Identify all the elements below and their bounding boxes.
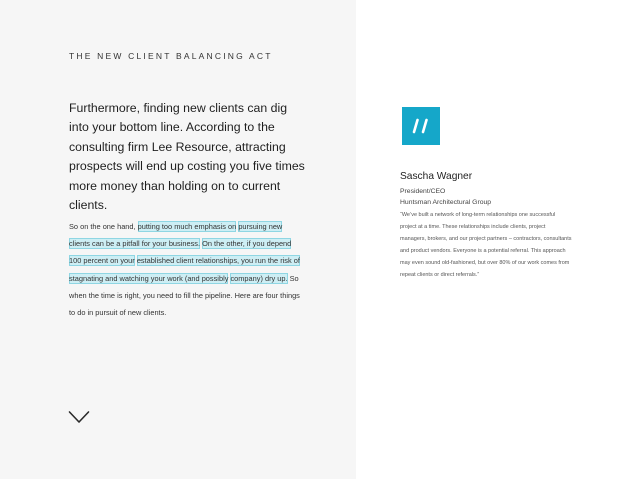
lead-paragraph: Furthermore, finding new clients can dig into your bottom line. According to the consulting firm Lee Resource, attracting prospects will end up costing you five times more money than holding on to current clients. — [69, 101, 305, 213]
company-name: Huntsman Architectural Group — [400, 198, 492, 206]
highlighted-text: On the other, if you depend 100 percent on your — [69, 239, 292, 266]
job-title: President/CEO — [400, 188, 446, 195]
highlighted-text: pursuing new clients can be a pitfall for your business. — [69, 222, 283, 249]
testimonial-quote: “We’ve built a network of long-term relationships one successful project at a time. These relationships include clients, project managers, brokers, and our project partners – contractors, consultants and product vendors. Everyone is a potential referral. This approach may even sound old-fashioned, but over 80% of our work comes from repeat clients or direct referrals.” — [400, 212, 572, 279]
body-intro: So on the one hand, — [69, 222, 138, 231]
highlighted-text: stagnating and watching your work (and possibly — [69, 273, 229, 283]
body-outro: So when the time is right, you need to fill the pipeline. Here are four things to do in pursuit of new clients. — [69, 273, 300, 318]
person-name: Sascha Wagner — [400, 171, 473, 182]
quote-icon — [402, 107, 440, 145]
highlighted-text: putting too much emphasis on — [137, 222, 237, 231]
highlighted-text: company) dry up. — [230, 273, 288, 283]
section-label: THE NEW CLIENT BALANCING ACT — [69, 51, 273, 61]
chevron-down-icon[interactable] — [68, 410, 90, 424]
body-paragraph — [69, 218, 301, 321]
person-title — [400, 187, 491, 208]
highlighted-text: established client relationships, you run the risk of — [136, 256, 300, 266]
